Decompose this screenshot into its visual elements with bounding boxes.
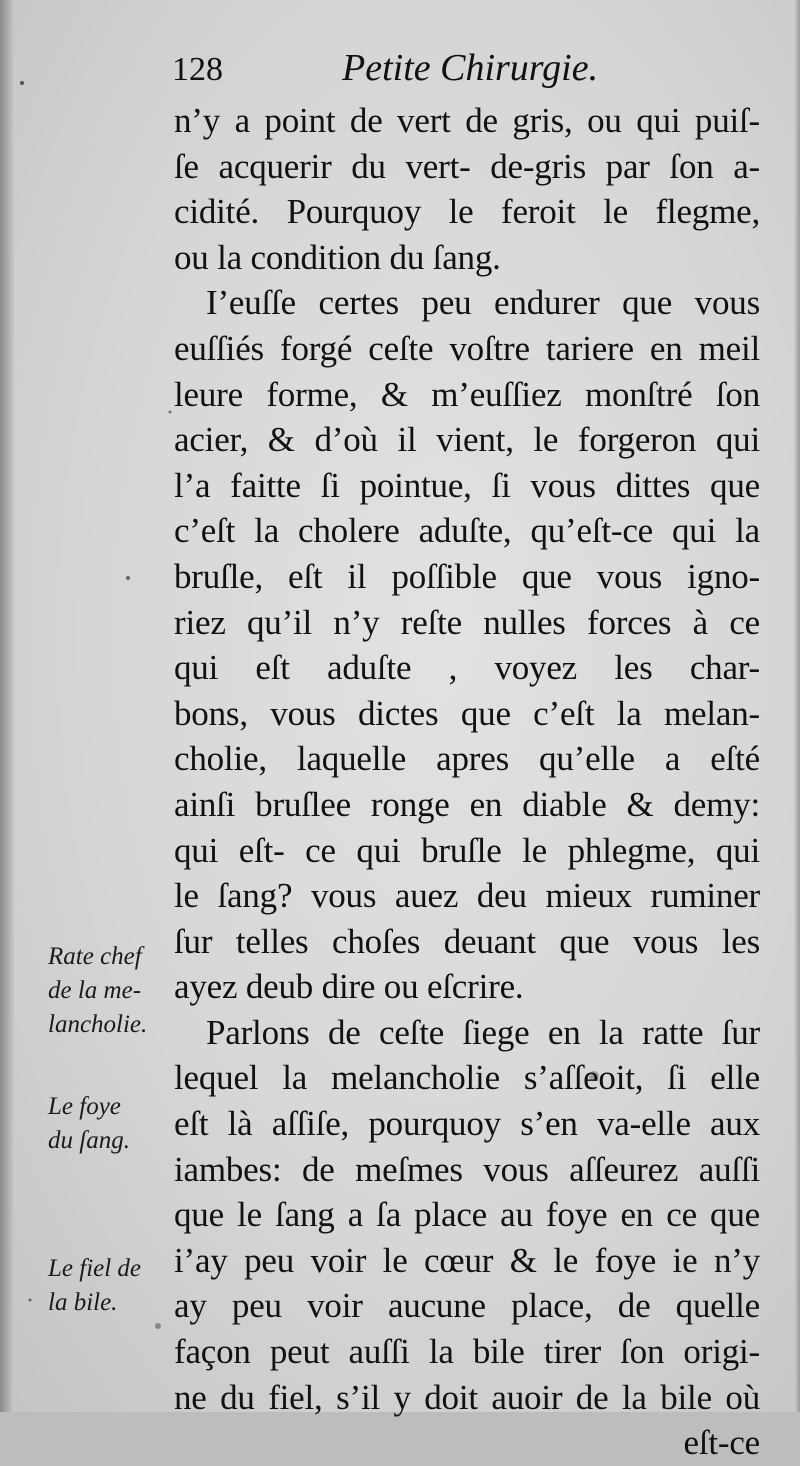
marginal-note-foye — [48, 1090, 172, 1158]
text-line: le ſang? vous auez deu mieux ruminer — [174, 876, 760, 916]
text-line: ſur telles choſes deuant que vous les — [174, 921, 760, 961]
marginal-note-line: Le fiel de — [48, 1255, 142, 1282]
text-line: ainſi bruſlee ronge en diable & demy: — [174, 784, 760, 824]
text-line: bruſle, eſt il poſſible que vous igno- — [174, 556, 760, 596]
text-line: leure forme, & m’euſſiez monſtré ſon — [174, 374, 760, 414]
text-line: que le ſang a ſa place au foye en ce que — [174, 1195, 760, 1235]
text-line: i’ay peu voir le cœur & le foye ie n’y — [174, 1240, 760, 1280]
marginal-note-fiel — [48, 1252, 172, 1320]
marginal-note-line: Rate chef — [48, 943, 142, 970]
text-line: euſſiés forgé ceſte voſtre tariere en meil — [174, 328, 760, 368]
text-line: ſe acquerir du vert- de-gris par ſon a- — [174, 146, 760, 186]
text-line: cidité. Pourquoy le feroit le flegme, — [174, 192, 760, 232]
text-line: qui eſt- ce qui bruſle le phlegme, qui — [174, 830, 760, 870]
text-line: n’y a point de vert de gris, ou qui puiſ- — [174, 101, 760, 140]
text-line: ay peu voir aucune place, de quelle — [174, 1286, 760, 1326]
text-line: façon peut auſſi la bile tirer ſon origi- — [174, 1332, 760, 1372]
catchword: eſt-ce — [683, 1423, 760, 1463]
marginal-note-line: la bile. — [48, 1289, 118, 1316]
text-line: ne du fiel, s’il y doit auoir de la bile où — [174, 1377, 760, 1417]
text-line: iambes: de meſmes vous aſſeurez auſſi — [174, 1149, 760, 1189]
text-line: I’euſſe certes peu endurer que vous — [206, 283, 760, 323]
running-title: Petite Chirurgie. — [342, 47, 599, 89]
text-line: bons, vous dictes que c’eſt la melan- — [174, 693, 760, 733]
text-line: riez qu’il n’y reſte nulles forces à ce — [174, 602, 760, 642]
text-line: ou la condition du ſang. — [174, 237, 501, 277]
text-line: qui eſt aduſte , voyez les char- — [174, 648, 760, 688]
marginal-note-line: Le foye — [48, 1093, 121, 1120]
text-line: lequel la melancholie s’aſſeoit, ſi elle — [174, 1058, 760, 1098]
text-line: eſt là aſſiſe, pourquoy s’en va-elle aux — [174, 1104, 760, 1144]
marginal-note-rate — [48, 940, 172, 1042]
marginal-note-line: de la me- — [48, 977, 142, 1004]
page-header — [172, 44, 612, 94]
page-number: 128 — [172, 51, 223, 88]
text-line: Parlons de ceſte ſiege en la ratte ſur — [206, 1012, 760, 1052]
text-line: cholie, laquelle apres qu’elle a eſté — [174, 739, 760, 779]
marginal-note-line: lancholie. — [48, 1011, 148, 1038]
body-text — [174, 98, 760, 1466]
text-line: l’a faitte ſi pointue, ſi vous dittes que — [174, 465, 760, 505]
text-line: acier, & d’où il vient, le forgeron qui — [174, 420, 760, 460]
marginal-note-line: du ſang. — [48, 1127, 130, 1154]
text-line: ayez deub dire ou eſcrire. — [174, 967, 524, 1007]
text-line: c’eſt la cholere aduſte, qu’eſt-ce qui la — [174, 511, 760, 551]
